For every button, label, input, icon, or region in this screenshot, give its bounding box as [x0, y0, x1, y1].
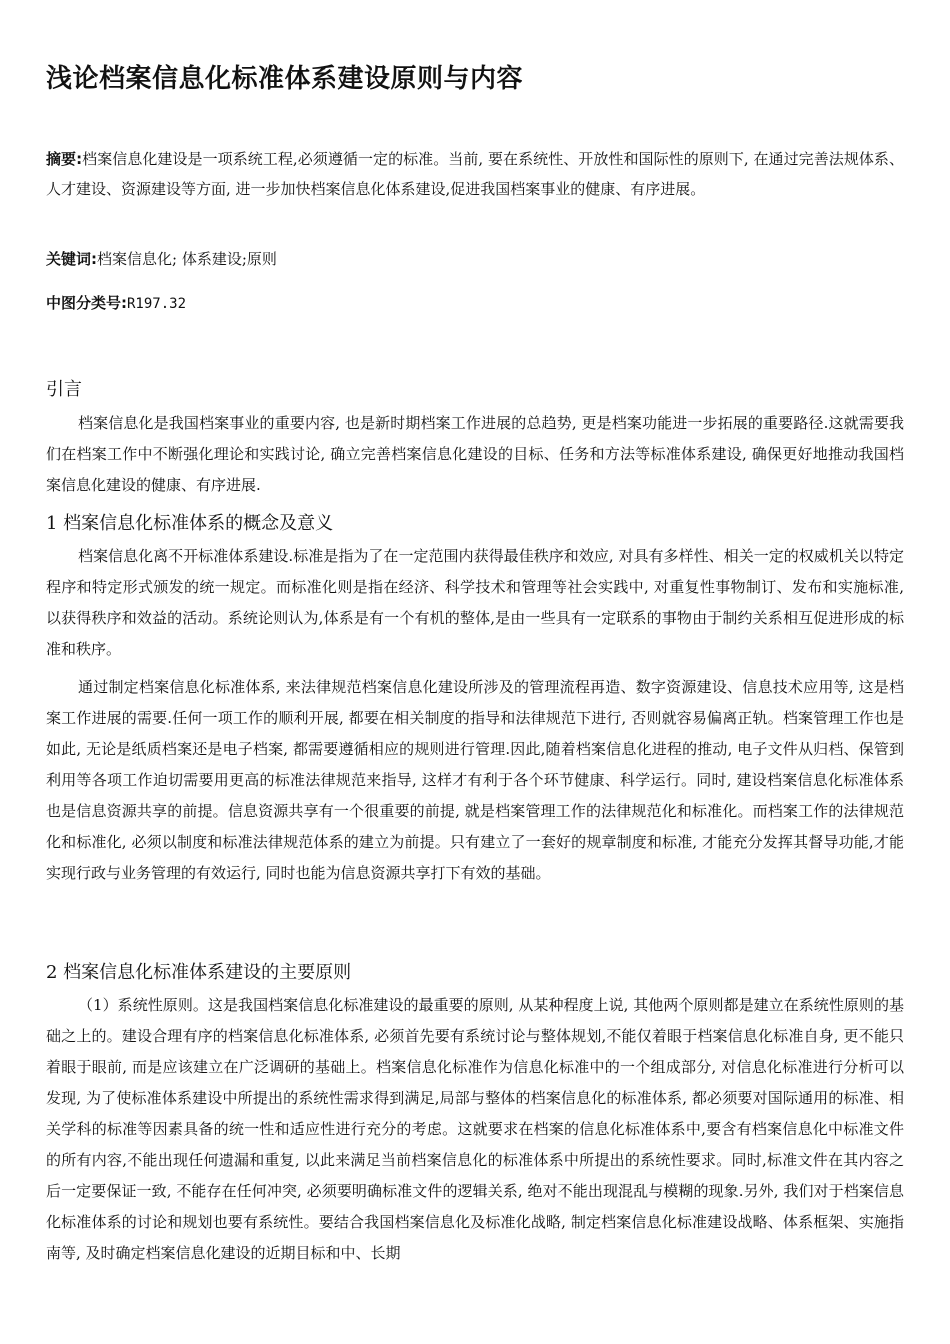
intro-heading: 引言 [46, 379, 82, 400]
abstract-label: 摘要: [46, 150, 83, 168]
abstract [46, 144, 904, 204]
keywords [46, 246, 277, 272]
abstract-text: 档案信息化建设是一项系统工程,必须遵循一定的标准。当前, 要在系统性、开放性和国际性的原则下, 在通过完善法规体系、人才建设、资源建设等方面, 进一步加快档案信息化体系建设,促进我国档案事业的健康、有序进展。 [46, 150, 904, 198]
section-2-heading: 2 档案信息化标准体系建设的主要原则 [46, 962, 352, 983]
intro-paragraph: 档案信息化是我国档案事业的重要内容, 也是新时期档案工作进展的总趋势, 更是档案功能进一步拓展的重要路径.这就需要我们在档案工作中不断强化理论和实践讨论, 确立完善档案信息化建设的目标、任务和方法等标准体系建设, 确保更好地推动我国档案信息化建设的健康、有序进展. [46, 414, 904, 494]
keywords-text: 档案信息化; 体系建设;原则 [97, 250, 277, 268]
section-1-heading: 1 档案信息化标准体系的概念及意义 [46, 513, 334, 534]
classification-value: R197.32 [127, 296, 187, 312]
section-1-paragraph: 通过制定档案信息化标准体系, 来法律规范档案信息化建设所涉及的管理流程再造、数字资源建设、信息技术应用等, 这是档案工作进展的需要.任何一项工作的顺利开展, 都要在相关制度的指导和法律规范下进行, 否则就容易偏离正轨。档案管理工作也是如此, 无论是纸质档案还是电子档案, 都需要遵循相应的规则进行管理.因此,随着档案信息化进程的推动, 电子文件从归档、保管到利用等各项工作迫切需要用更高的标准法律规范来指导, 这样才有利于各个环节健康、科学运行。同时, 建设档案信息化标准体系也是信息资源共享的前提。信息资源共享有一个很重要的前提, 就是档案管理工作的法律规范化和标准化。而档案工作的法律规范化和标准化, 必须以制度和标准法律规范体系的建立为前提。只有建立了一套好的规章制度和标准, 才能充分发挥其督导功能,才能实现行政与业务管理的有效运行, 同时也能为信息资源共享打下有效的基础。 [46, 678, 904, 882]
classification [46, 290, 186, 317]
section-1-paragraph: 档案信息化离不开标准体系建设.标准是指为了在一定范围内获得最佳秩序和效应, 对具有多样性、相关一定的权威机关以特定程序和特定形式颁发的统一规定。而标准化则是指在经济、科学技术和管理等社会实践中, 对重复性事物制订、发布和实施标准, 以获得秩序和效益的活动。系统论则认为,体系是有一个有机的整体,是由一些具有一定联系的事物由于制约关系相互促进形成的标准和秩序。 [46, 547, 904, 658]
page-title: 浅论档案信息化标准体系建设原则与内容 [46, 64, 524, 94]
classification-label: 中图分类号: [46, 294, 127, 312]
keywords-label: 关键词: [46, 250, 97, 268]
section-2-paragraph: （1）系统性原则。这是我国档案信息化标准建设的最重要的原则, 从某种程度上说, 其他两个原则都是建立在系统性原则的基础之上的。建设合理有序的档案信息化标准体系, 必须首先要有系统讨论与整体规划,不能仅着眼于档案信息化标准自身, 更不能只着眼于眼前, 而是应该建立在广泛调研的基础上。档案信息化标准作为信息化标准中的一个组成部分, 对信息化标准进行分析可以发现, 为了使标准体系建设中所提出的系统性需求得到满足,局部与整体的档案信息化的标准体系, 都必须要对国际通用的标准、相关学科的标准等因素具备的统一性和适应性进行充分的考虑。这就要求在档案的信息化标准体系中,要含有档案信息化中标准文件的所有内容,不能出现任何遗漏和重复, 以此来满足当前档案信息化的标准体系中所提出的系统性要求。同时,标准文件在其内容之后一定要保证一致, 不能存在任何冲突, 必须要明确标准文件的逻辑关系, 绝对不能出现混乱与模糊的现象.另外, 我们对于档案信息化标准体系的讨论和规划也要有系统性。要结合我国档案信息化及标准化战略, 制定档案信息化标准建设战略、体系框架、实施指南等, 及时确定档案信息化建设的近期目标和中、长期 [46, 996, 904, 1262]
